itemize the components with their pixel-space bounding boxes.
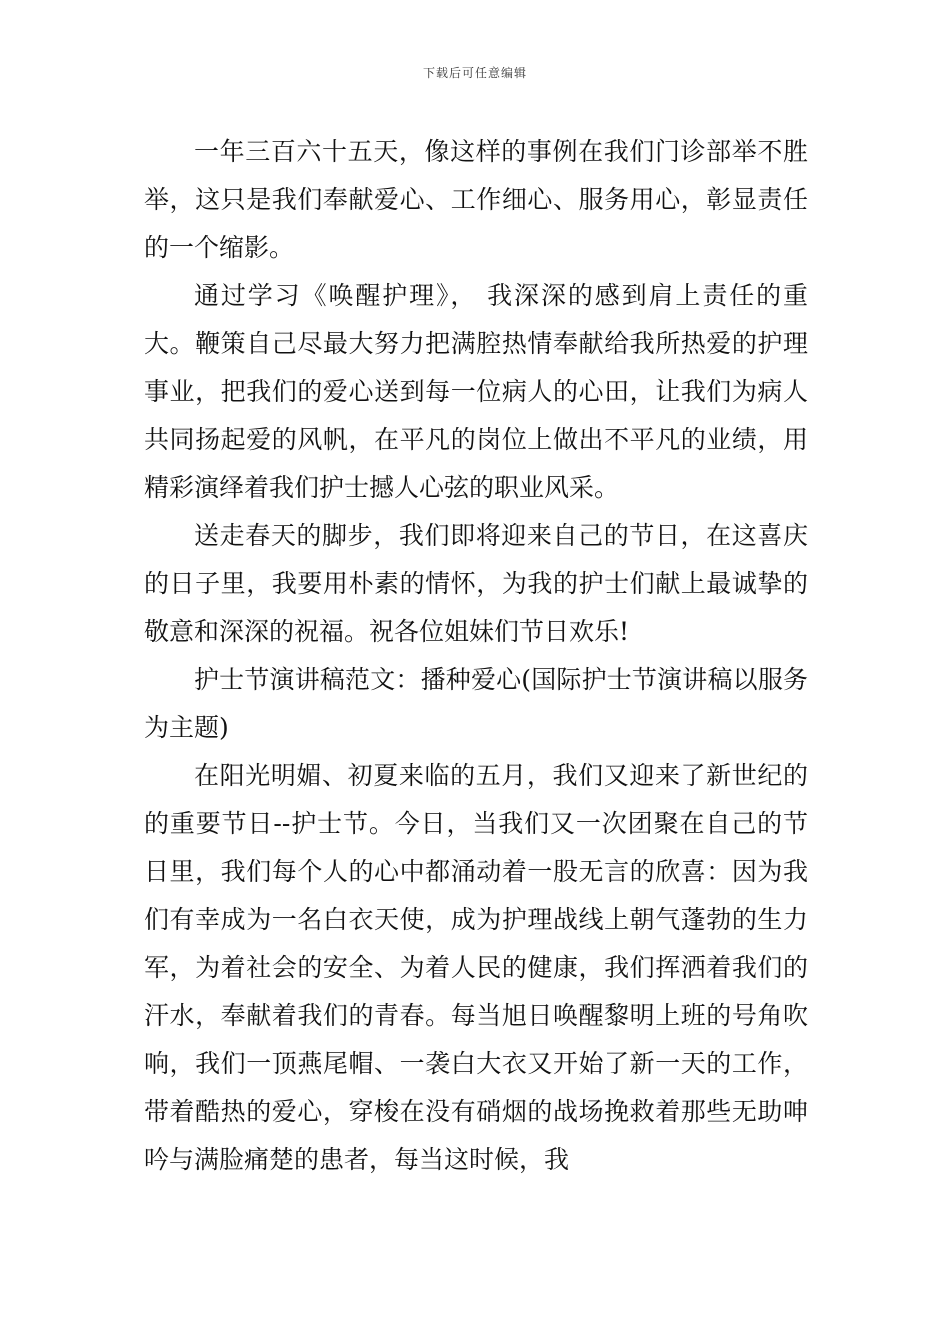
paragraph: 在阳光明媚、初夏来临的五月，我们又迎来了新世纪的的重要节日--护士节。今日，当我们又一次团聚在自己的节日里，我们每个人的心中都涌动着一股无言的欣喜：因为我们有幸成为一名白衣天使，成为护理战线上朝气蓬勃的生力军，为着社会的安全、为着人民的健康，我们挥洒着我们的汗水，奉献着我们的青春。每当旭日唤醒黎明上班的号角吹响，我们一顶燕尾帽、一袭白大衣又开始了新一天的工作，带着酷热的爱心，穿梭在没有硝烟的战场挽救着那些无助呻吟与满脸痛楚的患者，每当这时候，我 [144, 761, 808, 1174]
paragraph: 送走春天的脚步，我们即将迎来自己的节日，在这喜庆的日子里，我要用朴素的情怀，为我的护士们献上最诚挚的敬意和深深的祝福。祝各位姐妹们节日欢乐! [144, 521, 808, 646]
paragraph-heading: 护士节演讲稿范文：播种爱心(国际护士节演讲稿以服务为主题) [144, 665, 808, 742]
paragraph: 一年三百六十五天，像这样的事例在我们门诊部举不胜举，这只是我们奉献爱心、工作细心、服务用心，彰显责任的一个缩影。 [144, 137, 808, 262]
document-body [144, 128, 808, 1184]
paragraph: 通过学习《唤醒护理》， 我深深的感到肩上责任的重大。鞭策自己尽最大努力把满腔热情奉献给我所热爱的护理事业，把我们的爱心送到每一位病人的心田，让我们为病人共同扬起爱的风帆，在平凡的岗位上做出不平凡的业绩，用精彩演绎着我们护士撼人心弦的职业风采。 [144, 281, 808, 502]
page-header: 下载后可任意编辑 [422, 66, 527, 80]
